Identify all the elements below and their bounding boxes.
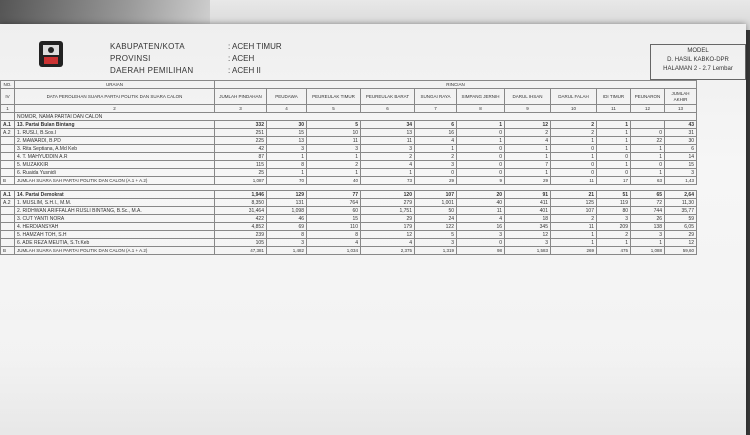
vote-cell: 115 xyxy=(215,161,267,169)
vote-cell: 25 xyxy=(215,169,267,177)
column-header: PEUNARON xyxy=(631,89,665,105)
vote-cell: 1 xyxy=(597,129,631,137)
candidate-name: 2. MAWARDI, B.PD xyxy=(15,137,215,145)
total-cell: 2,375 xyxy=(361,247,415,255)
row-code xyxy=(1,215,15,223)
vote-cell: 2 xyxy=(361,153,415,161)
row-code xyxy=(1,231,15,239)
model-page: HALAMAN 2 - 2.7 Lembar xyxy=(663,66,733,72)
total-row xyxy=(1,177,697,185)
party-row xyxy=(1,191,697,199)
vote-cell: 10 xyxy=(307,129,361,137)
vote-cell: 0 xyxy=(457,161,505,169)
vote-cell: 29 xyxy=(361,215,415,223)
vote-cell: 1 xyxy=(307,153,361,161)
candidate-row xyxy=(1,169,697,177)
candidate-name: 3. Rita Septiana, A.Md Keb xyxy=(15,145,215,153)
vote-cell: 26 xyxy=(631,215,665,223)
total-cell: 59,60 xyxy=(665,247,697,255)
vote-cell: 69 xyxy=(267,223,307,231)
candidate-name: 5. MUZAKKIR xyxy=(15,161,215,169)
candidate-name: 3. CUT YANTI NORA xyxy=(15,215,215,223)
vote-cell: 122 xyxy=(415,223,457,231)
row-code xyxy=(1,153,15,161)
candidate-row xyxy=(1,145,697,153)
vote-cell: 11 xyxy=(307,137,361,145)
section-title-row xyxy=(1,113,697,121)
vote-cell: 1 xyxy=(631,145,665,153)
daerah-label: DAERAH PEMILIHAN xyxy=(110,66,194,75)
vote-cell: 3 xyxy=(597,215,631,223)
vote-cell: 1 xyxy=(551,153,597,161)
vote-cell: 50 xyxy=(415,207,457,215)
total-cell: 1,034 xyxy=(307,247,361,255)
vote-cell: 0 xyxy=(415,169,457,177)
vote-cell: 18 xyxy=(505,215,551,223)
vote-cell: 0 xyxy=(597,153,631,161)
vote-cell: 0 xyxy=(457,169,505,177)
vote-cell: 4,852 xyxy=(215,223,267,231)
vote-cell: 3 xyxy=(415,239,457,247)
column-header: SUNGAI RAYA xyxy=(415,89,457,105)
vote-cell: 6 xyxy=(415,121,457,129)
vote-cell: 1 xyxy=(631,169,665,177)
vote-cell: 1,751 xyxy=(361,207,415,215)
candidate-name: 1. RUSLI, B.Sos.I xyxy=(15,129,215,137)
vote-cell: 0 xyxy=(457,153,505,161)
vote-cell xyxy=(631,121,665,129)
vote-cell: 8 xyxy=(267,161,307,169)
vote-cell: 422 xyxy=(215,215,267,223)
column-header: DARUL FALAH xyxy=(551,89,597,105)
total-cell: 475 xyxy=(597,247,631,255)
column-header: JUMLAH PINDAHAN xyxy=(215,89,267,105)
vote-cell: 1 xyxy=(551,239,597,247)
vote-cell: 8,350 xyxy=(215,199,267,207)
vote-cell: 411 xyxy=(505,199,551,207)
vote-cell: 1 xyxy=(551,231,597,239)
column-header: PEUREULAK BARAT xyxy=(361,89,415,105)
column-header: JUMLAH AKHIR xyxy=(665,89,697,105)
party-name: 14. Partai Demokrat xyxy=(15,191,215,199)
vote-cell: 764 xyxy=(307,199,361,207)
vote-cell: 744 xyxy=(631,207,665,215)
vote-cell: 2 xyxy=(551,121,597,129)
column-number: 8 xyxy=(457,105,505,113)
vote-cell: 107 xyxy=(415,191,457,199)
row-code: B xyxy=(1,177,15,185)
candidate-row xyxy=(1,207,697,215)
column-number: 12 xyxy=(631,105,665,113)
vote-cell: 110 xyxy=(307,223,361,231)
vote-cell: 4 xyxy=(361,239,415,247)
vote-cell: 31 xyxy=(665,129,697,137)
row-code xyxy=(1,145,15,153)
vote-cell: 0 xyxy=(457,145,505,153)
model-box xyxy=(650,44,746,80)
vote-cell: 131 xyxy=(267,199,307,207)
vote-cell: 29 xyxy=(665,231,697,239)
vote-cell: 1 xyxy=(597,161,631,169)
vote-cell: 2 xyxy=(551,129,597,137)
total-cell: 1,583 xyxy=(505,247,551,255)
vote-cell: 16 xyxy=(415,129,457,137)
total-cell: 29 xyxy=(505,177,551,185)
candidate-row xyxy=(1,223,697,231)
column-number: 1 xyxy=(1,105,15,113)
vote-cell: 1 xyxy=(631,239,665,247)
vote-cell: 5 xyxy=(415,231,457,239)
vote-cell: 0 xyxy=(551,145,597,153)
paper-shade xyxy=(0,354,746,435)
candidate-row xyxy=(1,215,697,223)
vote-cell: 21 xyxy=(551,191,597,199)
total-cell: 63 xyxy=(631,177,665,185)
column-number: 5 xyxy=(307,105,361,113)
total-cell: 29 xyxy=(415,177,457,185)
vote-cell: 209 xyxy=(597,223,631,231)
table-group-header xyxy=(1,81,697,89)
row-code: A.2 xyxy=(1,129,15,137)
vote-cell: 0 xyxy=(457,129,505,137)
total-cell: 73 xyxy=(361,177,415,185)
vote-cell: 0 xyxy=(597,169,631,177)
vote-cell: 4 xyxy=(361,161,415,169)
vote-cell: 1 xyxy=(597,239,631,247)
column-header-row xyxy=(1,89,697,105)
vote-cell: 8 xyxy=(307,231,361,239)
row-code xyxy=(1,239,15,247)
vote-cell: 77 xyxy=(307,191,361,199)
vote-cell: 3 xyxy=(631,231,665,239)
vote-cell: 2 xyxy=(307,161,361,169)
vote-cell: 1 xyxy=(307,169,361,177)
party-name: 13. Partai Bulan Bintang xyxy=(15,121,215,129)
vote-cell: 2 xyxy=(551,215,597,223)
column-number: 2 xyxy=(15,105,215,113)
row-code xyxy=(1,207,15,215)
column-header: SIMPANG JERNIH xyxy=(457,89,505,105)
vote-cell: 4 xyxy=(505,137,551,145)
vote-cell: 6 xyxy=(665,145,697,153)
vote-cell: 120 xyxy=(361,191,415,199)
total-cell: 17 xyxy=(597,177,631,185)
party-row xyxy=(1,121,697,129)
vote-cell: 105 xyxy=(215,239,267,247)
vote-cell: 80 xyxy=(597,207,631,215)
vote-cell: 3 xyxy=(361,145,415,153)
col-uraian-header: URAIAN xyxy=(15,81,215,89)
total-cell: 11 xyxy=(551,177,597,185)
vote-cell: 8 xyxy=(267,231,307,239)
candidate-name: 4. HERDIANSYAH xyxy=(15,223,215,231)
total-cell: 1,319 xyxy=(415,247,457,255)
vote-cell: 34 xyxy=(361,121,415,129)
col-no-header: NO. xyxy=(1,81,15,89)
vote-cell: 59 xyxy=(665,215,697,223)
column-header: IDI TIMUR xyxy=(597,89,631,105)
row-code xyxy=(1,161,15,169)
candidate-name: 4. T. MAHYUDDIN A.R xyxy=(15,153,215,161)
vote-cell: 87 xyxy=(215,153,267,161)
candidate-row xyxy=(1,239,697,247)
vote-cell: 225 xyxy=(215,137,267,145)
vote-cell: 6,05 xyxy=(665,223,697,231)
col-data-perolehan: DATA PEROLEHAN SUARA PARTAI POLITIK DAN SUARA CALON xyxy=(15,89,215,105)
vote-cell: 1,098 xyxy=(267,207,307,215)
vote-cell: 0 xyxy=(551,169,597,177)
col-rincian-header: RINCIAN xyxy=(215,81,697,89)
row-code xyxy=(1,137,15,145)
vote-cell: 251 xyxy=(215,129,267,137)
vote-cell: 31,464 xyxy=(215,207,267,215)
vote-cell: 11 xyxy=(361,137,415,145)
vote-cell: 72 xyxy=(631,199,665,207)
vote-cell: 12 xyxy=(505,231,551,239)
vote-cell: 12 xyxy=(665,239,697,247)
vote-cell: 0 xyxy=(631,129,665,137)
column-number: 13 xyxy=(665,105,697,113)
vote-cell: 3 xyxy=(267,145,307,153)
column-number: 10 xyxy=(551,105,597,113)
vote-cell: 11 xyxy=(551,223,597,231)
vote-cell: 11 xyxy=(457,207,505,215)
vote-cell: 22 xyxy=(631,137,665,145)
total-cell: 70 xyxy=(267,177,307,185)
vote-cell: 0 xyxy=(631,161,665,169)
candidate-name: 1. MUSLIM, S.H.I., M.M. xyxy=(15,199,215,207)
total-cell: 1,482 xyxy=(267,247,307,255)
vote-cell: 0 xyxy=(457,239,505,247)
column-header: PEUREULAK TIMUR xyxy=(307,89,361,105)
vote-cell: 138 xyxy=(631,223,665,231)
column-number: 7 xyxy=(415,105,457,113)
vote-cell: 15 xyxy=(267,129,307,137)
vote-cell: 3 xyxy=(665,169,697,177)
total-cell: 9 xyxy=(457,177,505,185)
vote-cell: 46 xyxy=(267,215,307,223)
vote-cell: 1 xyxy=(597,145,631,153)
vote-cell: 0 xyxy=(551,161,597,169)
candidate-row xyxy=(1,199,697,207)
vote-cell: 1,946 xyxy=(215,191,267,199)
vote-cell: 12 xyxy=(505,121,551,129)
vote-cell: 401 xyxy=(505,207,551,215)
vote-cell: 1 xyxy=(415,145,457,153)
total-cell: 47,381 xyxy=(215,247,267,255)
vote-cell: 11,30 xyxy=(665,199,697,207)
vote-cell: 279 xyxy=(361,199,415,207)
vote-cell: 13 xyxy=(361,129,415,137)
row-code xyxy=(1,223,15,231)
column-number: 6 xyxy=(361,105,415,113)
total-label: JUMLAH SUARA SAH PARTAI POLITIK DAN CALON (A.1 + A.2) xyxy=(15,247,215,255)
vote-cell: 40 xyxy=(457,199,505,207)
candidate-name: 2. RIDHWAN ARIFFALAH RUSLI BINTANG, B.Sc., M.A. xyxy=(15,207,215,215)
vote-cell: 24 xyxy=(415,215,457,223)
model-name: D. HASIL KABKO-DPR xyxy=(667,57,729,63)
row-code: A.1 xyxy=(1,121,15,129)
vote-cell: 1,001 xyxy=(415,199,457,207)
vote-cell: 1 xyxy=(505,169,551,177)
daerah-value: : ACEH II xyxy=(228,66,261,75)
vote-cell: 2 xyxy=(597,231,631,239)
vote-cell: 14 xyxy=(665,153,697,161)
vote-cell: 332 xyxy=(215,121,267,129)
vote-cell: 239 xyxy=(215,231,267,239)
vote-cell: 1 xyxy=(551,137,597,145)
blank-cell xyxy=(1,113,15,121)
total-cell: 1,087 xyxy=(215,177,267,185)
total-cell: 1,43 xyxy=(665,177,697,185)
vote-cell: 20 xyxy=(457,191,505,199)
vote-cell: 1 xyxy=(457,121,505,129)
total-cell: 269 xyxy=(551,247,597,255)
total-label: JUMLAH SUARA SAH PARTAI POLITIK DAN CALON (A.1 + A.2) xyxy=(15,177,215,185)
vote-cell: 179 xyxy=(361,223,415,231)
row-code xyxy=(1,169,15,177)
vote-cell: 125 xyxy=(551,199,597,207)
candidate-row xyxy=(1,153,697,161)
row-code: A.2 xyxy=(1,199,15,207)
vote-cell: 3 xyxy=(457,231,505,239)
candidate-name: 6. Ruaida Yusnidi xyxy=(15,169,215,177)
candidate-row xyxy=(1,129,697,137)
total-cell: 98 xyxy=(457,247,505,255)
vote-cell: 1 xyxy=(505,153,551,161)
vote-cell: 129 xyxy=(267,191,307,199)
vote-cell: 1 xyxy=(505,145,551,153)
vote-cell: 119 xyxy=(597,199,631,207)
section-title: NOMOR, NAMA PARTAI DAN CALON xyxy=(15,113,697,121)
vote-cell: 3 xyxy=(415,161,457,169)
vote-cell: 1 xyxy=(267,169,307,177)
kpu-logo-icon xyxy=(38,40,64,68)
vote-cell: 1 xyxy=(597,121,631,129)
vote-cell: 2 xyxy=(505,129,551,137)
total-row xyxy=(1,247,697,255)
vote-cell: 65 xyxy=(631,191,665,199)
candidate-name: 6. ADE REZA MEUTIA, S.Tr.Keb xyxy=(15,239,215,247)
provinsi-label: PROVINSI xyxy=(110,54,151,63)
vote-cell: 60 xyxy=(307,207,361,215)
vote-cell: 345 xyxy=(505,223,551,231)
provinsi-value: : ACEH xyxy=(228,54,255,63)
vote-cell: 3 xyxy=(505,239,551,247)
column-number: 4 xyxy=(267,105,307,113)
total-cell: 40 xyxy=(307,177,361,185)
row-code: B xyxy=(1,247,15,255)
column-number-row xyxy=(1,105,697,113)
vote-cell: 1 xyxy=(361,169,415,177)
column-header: PEUDAWA xyxy=(267,89,307,105)
vote-cell: 5 xyxy=(307,121,361,129)
vote-cell: 4 xyxy=(457,215,505,223)
vote-cell: 35,77 xyxy=(665,207,697,215)
vote-cell: 30 xyxy=(267,121,307,129)
kabupaten-value: : ACEH TIMUR xyxy=(228,42,282,51)
results-table xyxy=(0,80,697,255)
vote-cell: 16 xyxy=(457,223,505,231)
col-iv: IV xyxy=(1,89,15,105)
candidate-name: 5. HAMZAH TOH, S.H xyxy=(15,231,215,239)
vote-cell: 107 xyxy=(551,207,597,215)
vote-cell: 13 xyxy=(267,137,307,145)
vote-cell: 3 xyxy=(307,145,361,153)
vote-cell: 91 xyxy=(505,191,551,199)
vote-cell: 3 xyxy=(267,239,307,247)
vote-cell: 1 xyxy=(457,137,505,145)
vote-cell: 15 xyxy=(307,215,361,223)
candidate-row xyxy=(1,161,697,169)
vote-cell: 2 xyxy=(415,153,457,161)
form-sheet xyxy=(0,24,746,435)
candidate-row xyxy=(1,231,697,239)
candidate-row xyxy=(1,137,697,145)
column-number: 9 xyxy=(505,105,551,113)
vote-cell: 4 xyxy=(307,239,361,247)
total-cell: 1,088 xyxy=(631,247,665,255)
column-header: DARUL IHSAN xyxy=(505,89,551,105)
vote-cell: 30 xyxy=(665,137,697,145)
vote-cell: 1 xyxy=(597,137,631,145)
vote-cell: 1 xyxy=(267,153,307,161)
vote-cell: 1 xyxy=(631,153,665,161)
vote-cell: 51 xyxy=(597,191,631,199)
vote-cell: 43 xyxy=(665,121,697,129)
vote-cell: 12 xyxy=(361,231,415,239)
vote-cell: 42 xyxy=(215,145,267,153)
row-code: A.1 xyxy=(1,191,15,199)
vote-cell: 15 xyxy=(665,161,697,169)
column-number: 11 xyxy=(597,105,631,113)
vote-cell: 7 xyxy=(505,161,551,169)
vote-cell: 2,64 xyxy=(665,191,697,199)
vote-cell: 4 xyxy=(415,137,457,145)
model-title: MODEL xyxy=(687,48,709,54)
column-number: 3 xyxy=(215,105,267,113)
kabupaten-label: KABUPATEN/KOTA xyxy=(110,42,185,51)
